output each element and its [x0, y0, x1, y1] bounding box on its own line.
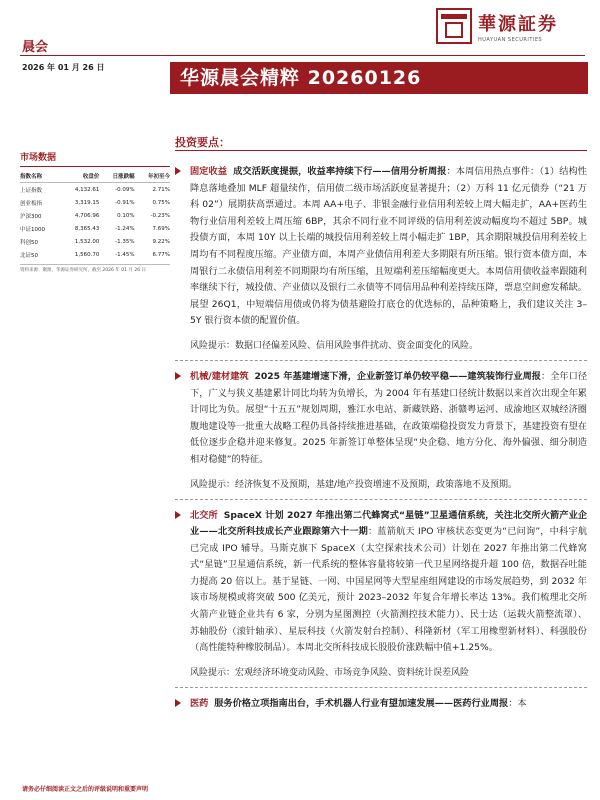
- section-headline: 成交活跃度提振，收益率持续下行——信用分析周报: [233, 166, 447, 177]
- index-name: 北证50: [20, 252, 38, 259]
- section-headline: SpaceX 计划 2027 年推出第二代蜂窝式“星链”卫星通信系统，关注北交所火箭产业企业——北交所科技成长产业跟踪第六十一期: [190, 509, 588, 538]
- section-pharma: [175, 688, 587, 719]
- data-source-note: 资料来源：聚源，华源证券研究所，截至 2026 年 01 月 26 日: [20, 264, 170, 273]
- ytd-change: 2.71%: [152, 186, 170, 193]
- close-value: 4,132.61: [74, 186, 100, 193]
- market-data-table: [20, 170, 170, 261]
- section-paragraph: [190, 696, 587, 713]
- section-tag: 医药: [190, 697, 209, 709]
- col-close: 收盘价: [60, 170, 99, 183]
- index-name: 创业板指: [20, 200, 43, 207]
- ytd-change: -0.23%: [150, 212, 170, 219]
- key-points-title: 投资要点：: [175, 136, 230, 149]
- section-fixed-income: [175, 156, 587, 361]
- section-machinery-construction: [175, 361, 587, 500]
- daily-change: 0.10%: [117, 212, 135, 219]
- section-body: ：本: [508, 697, 527, 709]
- section-paragraph: [190, 508, 587, 657]
- report-date: 2026 年 01 月 26 日: [22, 63, 105, 72]
- table-row: [20, 183, 170, 197]
- col-index-name: 指数名称: [20, 170, 60, 183]
- key-points-content: [175, 156, 587, 718]
- section-tag: 固定收益: [190, 166, 228, 177]
- bullet-arrow-icon: [175, 511, 181, 519]
- ytd-change: 0.75%: [152, 199, 170, 206]
- col-ytd: 年初至今: [135, 170, 170, 183]
- index-name: 上证指数: [20, 187, 43, 194]
- section-risk: 风险提示：经济恢复不及预期，基建/地产投资增速不及预期，政策落地不及预期。: [190, 479, 518, 490]
- index-name: 科创50: [20, 239, 38, 246]
- brand-name: 華源証券: [478, 13, 558, 35]
- ytd-change: 7.69%: [152, 225, 170, 232]
- brand-logo-icon: [436, 8, 472, 44]
- market-data-title: 市场数据: [20, 150, 170, 167]
- close-value: 1,532.00: [74, 238, 100, 245]
- section-body: ：本周信用热点事件：（1）结构性降息落地叠加 MLF 超量续作，信用债二级市场活跃度显著提升；（2）万科 11 亿元债券（“21 万科 02”）展期获高票通过。本周 AA+电子、非银金融行业信用利差较上周大幅走扩，AA+医药生物行业信用利差较上周压缩 6BP，其余不同行业不同评级的信用利差波动幅度均不超过 5BP。城投债方面，本周 10Y 以上长端的城投信用利差较上周小幅走扩 1BP，其余期限城投信用利差较上周均有不同程度压缩。产业债方面，本周产业债信用利差大多期限有所压缩。银行资本债方面，本周银行二永债信用利差不同期限均有所压缩，且短端利差压缩幅度更大。本周信用债收益率跟随利率继续下行，城投债、产业债以及银行二永债等不同信用品种利差持续压降，票息空间愈发稀缺。展望 26Q1，中短端信用债或仍将为债基避险打底仓的优选标的，品种策略上，我们建议关注 3–5Y 银行资本债的配置价值。: [190, 166, 587, 327]
- brand-name-en: HUAYUAN SECURITIES: [478, 36, 543, 43]
- table-row: [20, 222, 170, 235]
- section-risk: 风险提示：宏观经济环境变动风险、市场竞争风险、资料统计误差风险: [190, 667, 470, 678]
- table-row: [20, 248, 170, 261]
- bullet-arrow-icon: [175, 167, 181, 175]
- section-risk: 风险提示：数据口径偏差风险、信用风险事件扰动、资金面变化的风险。: [190, 340, 479, 351]
- section-headline: 2025 年基建增速下滑，企业新签订单仍较平稳——建筑装饰行业周报: [254, 370, 541, 382]
- col-daily-change: 日涨跌幅: [99, 170, 134, 183]
- bullet-arrow-icon: [175, 699, 181, 707]
- section-paragraph: [190, 164, 587, 330]
- section-tag: 北交所: [190, 509, 218, 521]
- section-body: ：蓝箭航天 IPO 审核状态变更为“已问询”，中科宇航已完成 IPO 辅导。马斯克旗下 SpaceX（太空探索技术公司）计划在 2027 年推出第二代蜂窝式“星链”卫星通信系统，新一代系统的整体容量将较第一代卫星网络提升超 100 倍，数据吞吐能力提高 20 倍以上。基于星链、一网、中国星网等大型星座组网建设的市场发展趋势，到 2032 年该市场规模或将突破 500 亿美元，预计 2023–2032 年复合年增长率达 13%。我们梳理北交所火箭产业链企业共有 6 家，分别为星图测控（火箭测控技术能力）、民士达（运载火箭整流罩）、苏轴股份（滚针轴承）、星辰科技（火箭发射台控制）、科隆新材（军工用橡塑新材料）、科强股份（高性能特种橡胶制品）。本周北交所科技成长股股价涨跌幅中值+1.25%。: [190, 526, 588, 654]
- daily-change: -1.24%: [115, 225, 135, 232]
- key-points-divider: [175, 150, 587, 151]
- table-row: [20, 209, 170, 222]
- ytd-change: 6.77%: [152, 251, 170, 258]
- section-tag: 机械/建材建筑: [190, 370, 249, 382]
- daily-change: -0.91%: [115, 199, 135, 206]
- daily-change: -1.35%: [115, 238, 135, 245]
- section-paragraph: [190, 369, 587, 469]
- market-data-panel: [20, 150, 170, 273]
- header-divider: [20, 55, 585, 56]
- table-row: [20, 235, 170, 248]
- report-category: 晨会: [22, 40, 49, 55]
- index-name: 中证1000: [20, 226, 45, 233]
- ytd-change: 9.22%: [152, 238, 170, 245]
- daily-change: -1.45%: [115, 251, 135, 258]
- section-body: ：全年口径下，广义与狭义基建累计同比均转为负增长，为 2004 年有基建口径统计数据以来首次出现全年累计同比为负。展望“十五五”规划周期，雅江水电站、新藏铁路、浙赣粤运河、成渝地区双城经济圈腹地建设等一批重大战略工程仍具备持续推进基础，在政策端稳投资发力背景下，基建投资有望在低位逐步企稳并迎来修复。2025 年新签订单整体呈现“央企稳、地方分化、海外偏强、细分制造相对稳健”的特征。: [190, 370, 588, 465]
- close-value: 4,706.96: [74, 212, 100, 219]
- disclaimer-footer: 请务必仔细阅读正文之后的评级说明和重要声明: [22, 786, 149, 793]
- table-header-row: [20, 170, 170, 183]
- bullet-arrow-icon: [175, 372, 181, 380]
- close-value: 8,365.43: [74, 225, 100, 232]
- brand-logo: [436, 8, 558, 44]
- section-bse: [175, 500, 587, 688]
- table-row: [20, 196, 170, 209]
- index-name: 沪深300: [20, 213, 42, 220]
- close-value: 1,560.70: [74, 251, 100, 258]
- daily-change: -0.09%: [115, 186, 135, 193]
- close-value: 3,319.15: [74, 199, 100, 206]
- section-headline: 服务价格立项指南出台，手术机器人行业有望加速发展——医药行业周报: [214, 697, 509, 709]
- report-title: 华源晨会精粹 20260126: [170, 62, 588, 94]
